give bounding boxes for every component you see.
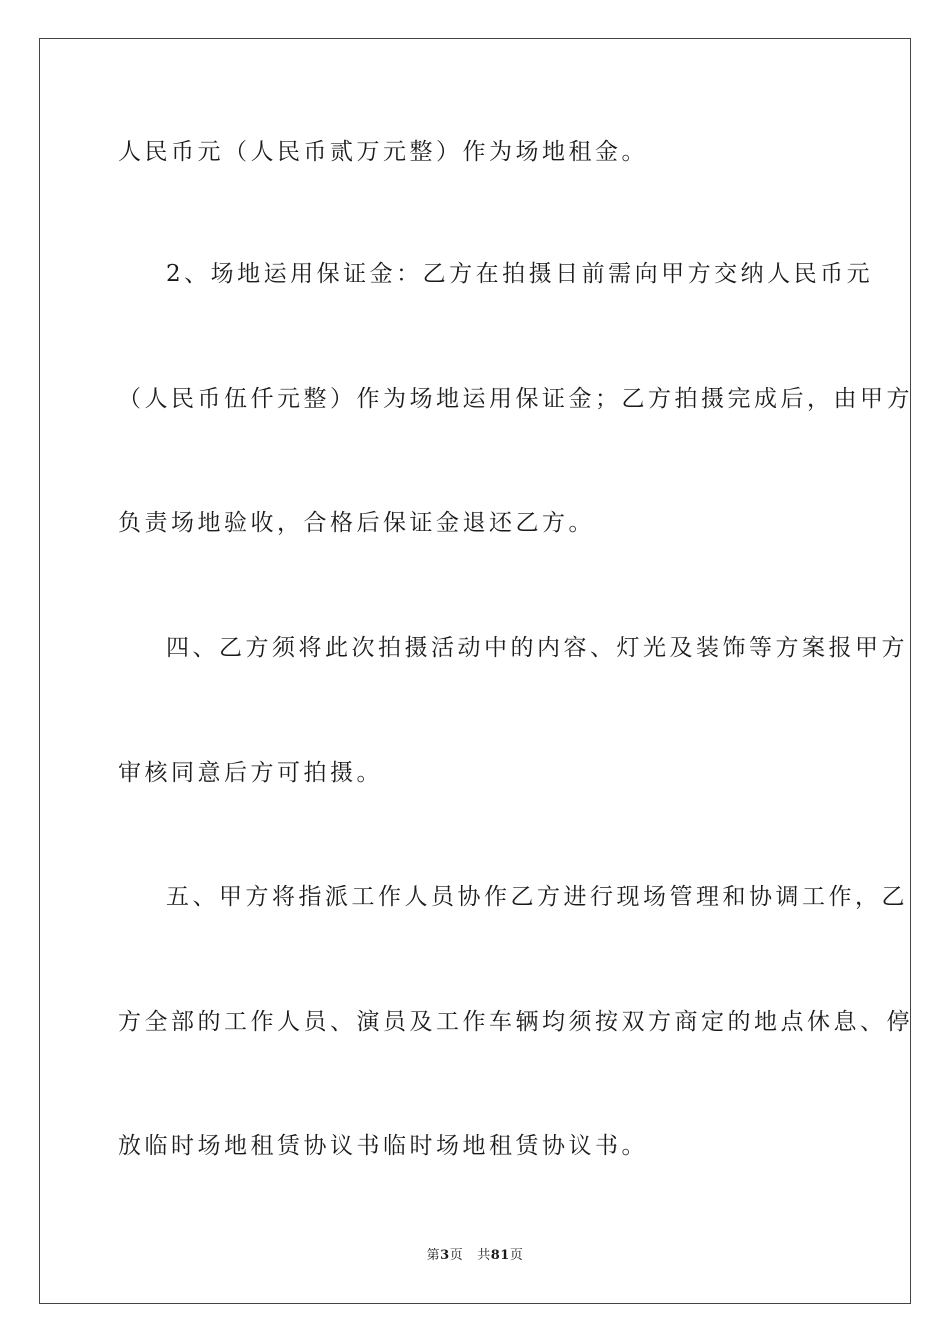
- paragraph-line: 负责场地验收，合格后保证金退还乙方。: [118, 510, 595, 536]
- paragraph-line: 方全部的工作人员、演员及工作车辆均须按双方商定的地点休息、停: [118, 1009, 913, 1035]
- page-prefix: 第: [426, 1248, 441, 1263]
- paragraph-line: 放临时场地租赁协议书临时场地租赁协议书。: [118, 1133, 648, 1159]
- page-suffix: 页: [449, 1248, 464, 1263]
- paragraph-line: （人民币伍仟元整）作为场地运用保证金；乙方拍摄完成后，由甲方: [118, 386, 913, 412]
- total-prefix: 共: [477, 1248, 491, 1263]
- paragraph-line: 人民币元（人民币贰万元整）作为场地租金。: [118, 139, 648, 165]
- page-number: 3: [440, 1248, 450, 1263]
- total-suffix: 页: [509, 1248, 524, 1263]
- page-footer: [0, 1247, 950, 1265]
- paragraph-line: 五、甲方将指派工作人员协作乙方进行现场管理和协调工作，乙: [166, 884, 908, 910]
- paragraph-line: 四、乙方须将此次拍摄活动中的内容、灯光及装饰等方案报甲方: [166, 635, 908, 661]
- paragraph-line: 2、场地运用保证金：乙方在拍摄日前需向甲方交纳人民币元: [166, 261, 874, 287]
- page-border: [39, 38, 911, 1304]
- total-pages: 81: [490, 1248, 510, 1263]
- paragraph-line: 审核同意后方可拍摄。: [118, 760, 383, 786]
